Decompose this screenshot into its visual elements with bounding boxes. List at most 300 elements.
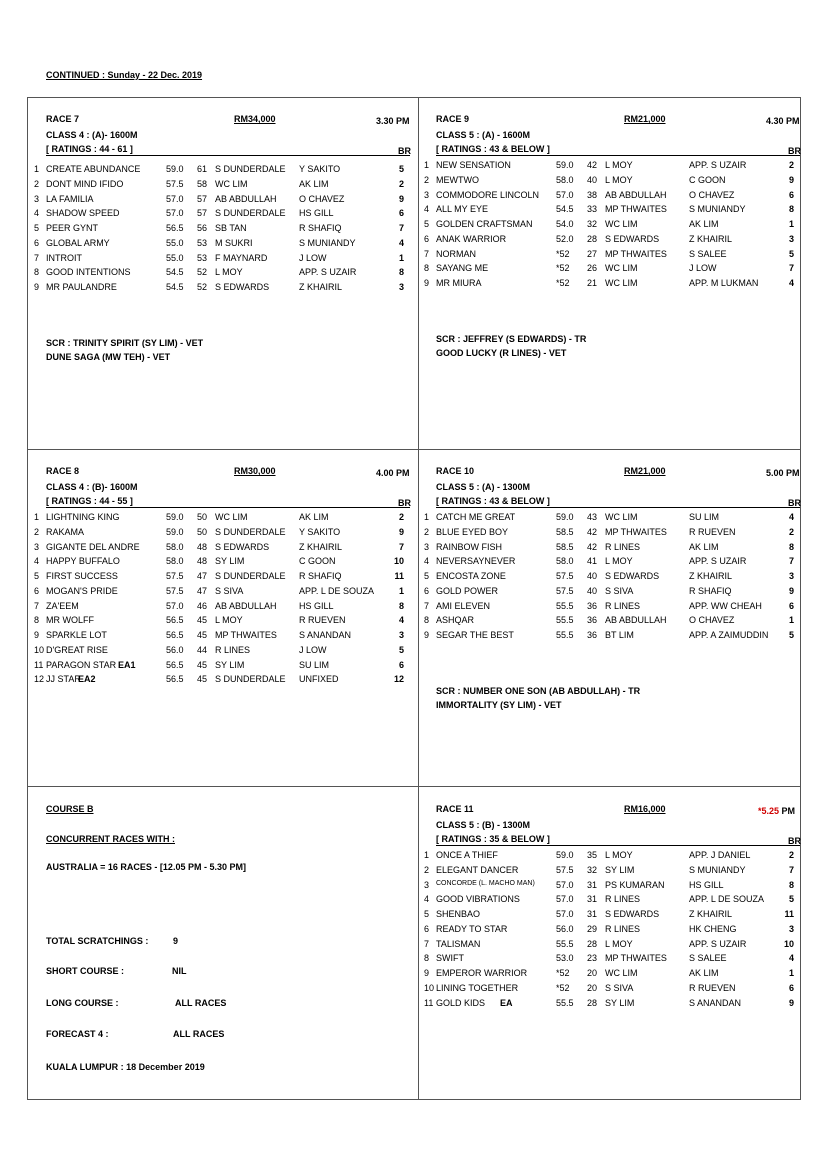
barrier: 3 — [398, 630, 404, 640]
jockey: F MAYNARD — [215, 252, 268, 263]
horse-name: SWIFT — [436, 953, 464, 964]
weight: 55.0 — [166, 252, 184, 263]
rating: 21 — [587, 278, 598, 288]
trainer: APP. WW CHEAH — [689, 600, 762, 611]
rating: 58 — [197, 178, 208, 189]
horse-number: 10 — [424, 982, 435, 993]
table-row — [424, 219, 804, 233]
table-row — [34, 512, 414, 526]
weight: 57.0 — [556, 909, 574, 919]
trainer: APP. S UZAIR — [299, 267, 357, 278]
trainer: R RUEVEN — [689, 526, 736, 537]
weight: 58.0 — [556, 174, 574, 185]
horse-name: TALISMAN — [436, 938, 481, 949]
horse-name: MR PAULANDRE — [46, 282, 117, 292]
horse-name: GOLD POWER — [436, 585, 499, 596]
horse-number: 4 — [34, 556, 40, 567]
weight: *52 — [556, 278, 570, 288]
barrier: 8 — [398, 267, 404, 278]
horse-name: JJ STAR — [46, 674, 81, 685]
jockey: SB TAN — [215, 223, 247, 233]
trainer: O CHAVEZ — [689, 189, 735, 200]
horse-number: 6 — [34, 237, 40, 248]
horse-name: DONT MIND IFIDO — [46, 178, 124, 189]
race-class: CLASS 4 : (B)- 1600M — [46, 482, 138, 492]
rating: 48 — [197, 556, 208, 567]
trainer: APP. J DANIEL — [689, 850, 751, 860]
trainer: S MUNIANDY — [299, 237, 356, 248]
barrier: 7 — [398, 223, 404, 233]
weight: 57.0 — [166, 208, 184, 219]
table-row — [424, 953, 804, 967]
rating: 40 — [587, 571, 598, 581]
horse-number: 4 — [424, 556, 430, 567]
weight: 57.5 — [556, 571, 574, 581]
trainer: S ANANDAN — [689, 997, 742, 1008]
trainer: AK LIM — [689, 219, 719, 229]
jockey: SY LIM — [215, 659, 245, 670]
horse-name: SEGAR THE BEST — [436, 630, 514, 640]
rating: 44 — [197, 644, 208, 655]
trainer: S SALEE — [689, 248, 727, 259]
barrier: 1 — [398, 585, 404, 596]
trainer: R SHAFIQ — [299, 223, 342, 233]
weight: 57.5 — [556, 864, 574, 875]
table-row — [34, 674, 414, 688]
horse-name: GIGANTE DEL ANDRE — [46, 541, 140, 552]
table-row — [424, 249, 804, 263]
horse-name: D'GREAT RISE — [46, 644, 108, 655]
jockey: WC LIM — [605, 968, 638, 978]
jockey: S DUNDERDALE — [215, 571, 286, 581]
australia-line: AUSTRALIA = 16 RACES - [12.05 PM - 5.30 PM] — [46, 862, 246, 872]
table-row — [424, 556, 804, 570]
rating: 45 — [197, 659, 208, 670]
barrier: 10 — [393, 556, 404, 567]
jockey: WC LIM — [605, 219, 638, 229]
weight: 59.0 — [166, 526, 184, 537]
table-row — [424, 850, 804, 864]
weight: *52 — [556, 263, 570, 274]
entry-tag: EA1 — [118, 659, 136, 670]
jockey: S EDWARDS — [605, 909, 660, 919]
race-rating: [ RATINGS : 43 & BELOW ] — [436, 144, 550, 154]
horse-name: GOOD VIBRATIONS — [436, 894, 520, 905]
table-row — [424, 190, 804, 204]
table-row — [34, 615, 414, 629]
jockey: MP THWAITES — [605, 248, 667, 259]
horse-number: 2 — [424, 174, 430, 185]
barrier: 11 — [784, 909, 794, 919]
scratching-line: DUNE SAGA (MW TEH) - VET — [46, 351, 171, 362]
rating: 31 — [587, 879, 598, 890]
trainer: J LOW — [299, 252, 327, 263]
short-course-label: SHORT COURSE : — [46, 966, 125, 976]
horse-name: ENCOSTA ZONE — [436, 571, 506, 581]
rating: 20 — [587, 968, 598, 978]
race-purse: RM21,000 — [624, 466, 666, 476]
horse-number: 1 — [424, 160, 430, 170]
trainer: APP. L DE SOUZA — [299, 585, 375, 596]
trainer: Z KHAIRIL — [689, 571, 733, 581]
barrier: 2 — [788, 850, 794, 860]
horse-name: MEWTWO — [436, 174, 479, 185]
footer-date: KUALA LUMPUR : 18 December 2019 — [46, 1062, 205, 1072]
horse-name: AMI ELEVEN — [436, 600, 491, 611]
table-row — [424, 175, 804, 189]
jockey: SY LIM — [605, 864, 635, 875]
rating-underline — [46, 155, 410, 156]
trainer: J LOW — [299, 644, 327, 655]
jockey: MP THWAITES — [605, 204, 667, 215]
rating: 26 — [587, 263, 598, 274]
jockey: L MOY — [605, 174, 633, 185]
entry-tag: EA2 — [78, 674, 96, 685]
rating: 53 — [197, 237, 208, 248]
horse-name: CREATE ABUNDANCE — [46, 164, 141, 174]
rating: 40 — [587, 174, 598, 185]
horse-name: NORMAN — [436, 248, 476, 259]
rating: 57 — [197, 208, 208, 219]
barrier-header: BR — [788, 498, 801, 508]
horse-name: CONCORDE (L. MACHO MAN) — [436, 879, 535, 887]
table-row — [34, 253, 414, 267]
short-course-value: NIL — [172, 966, 187, 976]
horse-number: 9 — [34, 282, 40, 292]
table-row — [424, 586, 804, 600]
barrier-header: BR — [398, 146, 411, 156]
forecast-label: FORECAST 4 : — [46, 1029, 109, 1039]
horse-number: 3 — [34, 541, 40, 552]
page-header: CONTINUED : Sunday - 22 Dec. 2019 — [46, 70, 203, 80]
horse-number: 5 — [424, 571, 430, 581]
jockey: S DUNDERDALE — [215, 164, 286, 174]
table-row — [34, 179, 414, 193]
weight: 57.0 — [556, 189, 574, 200]
horse-number: 6 — [424, 923, 430, 934]
weight: 58.0 — [556, 556, 574, 567]
horse-name: GOOD INTENTIONS — [46, 267, 131, 278]
barrier: 8 — [788, 541, 794, 552]
table-row — [34, 601, 414, 615]
horse-number: 3 — [424, 879, 430, 890]
barrier: 5 — [788, 248, 794, 259]
jockey: M SUKRI — [215, 237, 253, 248]
weight: 58.0 — [166, 556, 184, 567]
rating: 43 — [587, 512, 598, 522]
trainer: Y SAKITO — [299, 164, 341, 174]
weight: 55.5 — [556, 630, 574, 640]
horse-name: HAPPY BUFFALO — [46, 556, 120, 567]
barrier: 8 — [398, 600, 404, 611]
rating: 42 — [587, 160, 598, 170]
horse-number: 3 — [424, 541, 430, 552]
rating: 50 — [197, 526, 208, 537]
barrier: 2 — [788, 526, 794, 537]
horse-name: SPARKLE LOT — [46, 630, 107, 640]
jockey: L MOY — [215, 267, 243, 278]
horse-number: 5 — [424, 219, 430, 229]
rating: 61 — [197, 164, 208, 174]
table-row — [34, 267, 414, 281]
horse-name: ANAK WARRIOR — [436, 233, 507, 244]
table-row — [34, 164, 414, 178]
jockey: R LINES — [605, 894, 641, 905]
weight: 58.5 — [556, 541, 574, 552]
rating: 46 — [197, 600, 208, 611]
horse-name: SHADOW SPEED — [46, 208, 120, 219]
rating: 45 — [197, 674, 208, 685]
barrier: 1 — [788, 968, 794, 978]
barrier: 1 — [788, 615, 794, 626]
jockey: L MOY — [605, 850, 633, 860]
horse-number: 1 — [424, 512, 430, 522]
horse-name: NEVERSAYNEVER — [436, 556, 516, 567]
race-title: RACE 9 — [436, 114, 470, 124]
rating: 31 — [587, 894, 598, 905]
rating: 36 — [587, 630, 598, 640]
weight: 55.5 — [556, 997, 574, 1008]
horse-name: LA FAMILIA — [46, 193, 94, 204]
barrier: 12 — [393, 674, 404, 685]
horse-name: CATCH ME GREAT — [436, 512, 516, 522]
barrier: 1 — [788, 219, 794, 229]
horse-name: ELEGANT DANCER — [436, 864, 519, 875]
weight: *52 — [556, 982, 570, 993]
barrier: 3 — [788, 923, 794, 934]
horse-number: 3 — [34, 193, 40, 204]
horse-number: 7 — [34, 252, 40, 263]
table-row — [424, 630, 804, 644]
barrier: 6 — [398, 659, 404, 670]
rating: 53 — [197, 252, 208, 263]
column-divider — [418, 97, 419, 1100]
rating-underline — [46, 507, 410, 508]
jockey: MP THWAITES — [605, 526, 667, 537]
weight: 57.5 — [166, 571, 184, 581]
table-row — [424, 615, 804, 629]
race-8-panel — [34, 466, 412, 766]
rating-underline — [436, 845, 800, 846]
weight: 56.5 — [166, 630, 184, 640]
trainer: APP. L DE SOUZA — [689, 894, 765, 905]
race-class: CLASS 4 : (A)- 1600M — [46, 130, 138, 140]
entry-tag: EA — [500, 997, 513, 1008]
course-info-panel — [46, 804, 406, 1084]
race-time-star: *5.25 — [758, 806, 780, 816]
table-row — [424, 983, 804, 997]
horse-name: MOGAN'S PRIDE — [46, 585, 118, 596]
barrier: 2 — [788, 160, 794, 170]
jockey: R LINES — [605, 923, 641, 934]
weight: 53.0 — [556, 953, 574, 964]
race-purse: RM21,000 — [624, 114, 666, 124]
rating: 28 — [587, 233, 598, 244]
rating: 36 — [587, 615, 598, 626]
weight: 54.5 — [166, 267, 184, 278]
rating: 31 — [587, 909, 598, 919]
race-time — [758, 806, 795, 816]
horse-number: 9 — [424, 278, 430, 288]
horse-number: 6 — [34, 585, 40, 596]
jockey: S EDWARDS — [215, 282, 270, 292]
total-scratchings-value: 9 — [173, 936, 179, 946]
horse-name: INTROIT — [46, 252, 82, 263]
weight: 55.5 — [556, 938, 574, 949]
table-row — [34, 556, 414, 570]
jockey: R LINES — [605, 600, 641, 611]
rating: 52 — [197, 267, 208, 278]
rating: 38 — [587, 189, 598, 200]
rating: 33 — [587, 204, 598, 215]
barrier: 4 — [398, 237, 404, 248]
weight: 56.5 — [166, 674, 184, 685]
horse-name: ALL MY EYE — [436, 204, 489, 215]
horse-name: GOLDEN CRAFTSMAN — [436, 219, 533, 229]
weight: 56.5 — [166, 659, 184, 670]
rating: 28 — [587, 938, 598, 949]
table-row — [424, 571, 804, 585]
horse-number: 9 — [34, 630, 40, 640]
jockey: PS KUMARAN — [605, 879, 665, 890]
table-row — [34, 571, 414, 585]
long-course-label: LONG COURSE : — [46, 998, 119, 1008]
horse-number: 5 — [34, 223, 40, 233]
barrier: 9 — [788, 174, 794, 185]
barrier: 9 — [398, 526, 404, 537]
table-row — [34, 586, 414, 600]
weight: 57.0 — [166, 193, 184, 204]
trainer: HS GILL — [299, 600, 334, 611]
scratching-line: SCR : TRINITY SPIRIT (SY LIM) - VET — [46, 337, 204, 348]
table-row — [424, 542, 804, 556]
horse-number: 1 — [34, 512, 40, 522]
race-time: 5.00 PM — [766, 468, 800, 478]
trainer: APP. A ZAIMUDDIN — [689, 630, 769, 640]
horse-name: GOLD KIDS — [436, 997, 486, 1008]
weight: 56.5 — [166, 615, 184, 626]
rating: 52 — [197, 282, 208, 292]
race-rating: [ RATINGS : 43 & BELOW ] — [436, 496, 550, 506]
horse-number: 8 — [34, 615, 40, 626]
jockey: S SIVA — [215, 585, 244, 596]
barrier: 9 — [788, 585, 794, 596]
race-rating: [ RATINGS : 44 - 61 ] — [46, 144, 133, 154]
jockey: S SIVA — [605, 585, 634, 596]
horse-number: 2 — [34, 178, 40, 189]
barrier: 7 — [788, 263, 794, 274]
trainer: APP. S UZAIR — [689, 556, 747, 567]
race-time: 4.30 PM — [766, 116, 800, 126]
barrier: 2 — [398, 512, 404, 522]
barrier: 11 — [394, 571, 404, 581]
rating-underline — [436, 507, 800, 508]
table-row — [34, 238, 414, 252]
race-11-panel — [424, 804, 802, 1104]
barrier: 3 — [788, 571, 794, 581]
scratching-line: SCR : JEFFREY (S EDWARDS) - TR — [436, 333, 587, 344]
scratching-line: SCR : NUMBER ONE SON (AB ABDULLAH) - TR — [436, 685, 641, 696]
horse-name: ZA'EEM — [46, 600, 79, 611]
trainer: AK LIM — [299, 512, 329, 522]
jockey: S DUNDERDALE — [215, 526, 286, 537]
jockey: WC LIM — [605, 263, 638, 274]
barrier: 3 — [788, 233, 794, 244]
horse-number: 11 — [34, 659, 44, 670]
rating: 47 — [197, 571, 208, 581]
table-row — [424, 601, 804, 615]
trainer: R SHAFIQ — [689, 585, 732, 596]
trainer: HS GILL — [299, 208, 334, 219]
table-row — [34, 527, 414, 541]
horse-name: ASHQAR — [436, 615, 475, 626]
trainer: AK LIM — [689, 541, 719, 552]
horse-name: LINING TOGETHER — [436, 982, 519, 993]
weight: *52 — [556, 968, 570, 978]
rating: 29 — [587, 923, 598, 934]
table-row — [34, 660, 414, 674]
weight: 52.0 — [556, 233, 574, 244]
table-row — [424, 204, 804, 218]
row-divider-1 — [27, 449, 801, 450]
trainer: R RUEVEN — [689, 982, 736, 993]
jockey: SY LIM — [215, 556, 245, 567]
rating-underline — [436, 155, 800, 156]
horse-number: 2 — [424, 864, 430, 875]
trainer: O CHAVEZ — [299, 193, 345, 204]
race-purse: RM30,000 — [234, 466, 276, 476]
jockey: MP THWAITES — [605, 953, 667, 964]
table-row — [424, 968, 804, 982]
weight: 55.0 — [166, 237, 184, 248]
trainer: Z KHAIRIL — [689, 909, 733, 919]
weight: 56.0 — [166, 644, 184, 655]
rating: 20 — [587, 982, 598, 993]
rating: 28 — [587, 997, 598, 1008]
trainer: O CHAVEZ — [689, 615, 735, 626]
jockey: R LINES — [605, 541, 641, 552]
jockey: S EDWARDS — [215, 541, 270, 552]
race-time-pm: PM — [779, 806, 796, 816]
trainer: S MUNIANDY — [689, 204, 746, 215]
total-scratchings-label: TOTAL SCRATCHINGS : — [46, 936, 149, 946]
rating: 45 — [197, 615, 208, 626]
horse-number: 2 — [424, 526, 430, 537]
jockey: R LINES — [215, 644, 251, 655]
horse-number: 7 — [424, 248, 430, 259]
horse-name: FIRST SUCCESS — [46, 571, 118, 581]
weight: 57.0 — [556, 894, 574, 905]
rating: 50 — [197, 512, 208, 522]
scratching-line: IMMORTALITY (SY LIM) - VET — [436, 699, 562, 710]
trainer: C GOON — [299, 556, 336, 567]
trainer: APP. S UZAIR — [689, 938, 747, 949]
barrier: 3 — [398, 282, 404, 292]
race-title: RACE 8 — [46, 466, 80, 476]
rating: 32 — [587, 864, 598, 875]
weight: *52 — [556, 248, 570, 259]
horse-number: 4 — [424, 894, 430, 905]
horse-number: 4 — [34, 208, 40, 219]
horse-name: LIGHTNING KING — [46, 512, 120, 522]
jockey: MP THWAITES — [215, 630, 277, 640]
horse-name: ONCE A THIEF — [436, 850, 498, 860]
table-row — [34, 630, 414, 644]
barrier: 4 — [788, 512, 794, 522]
horse-number: 4 — [424, 204, 430, 215]
table-row — [34, 282, 414, 296]
rating: 42 — [587, 526, 598, 537]
